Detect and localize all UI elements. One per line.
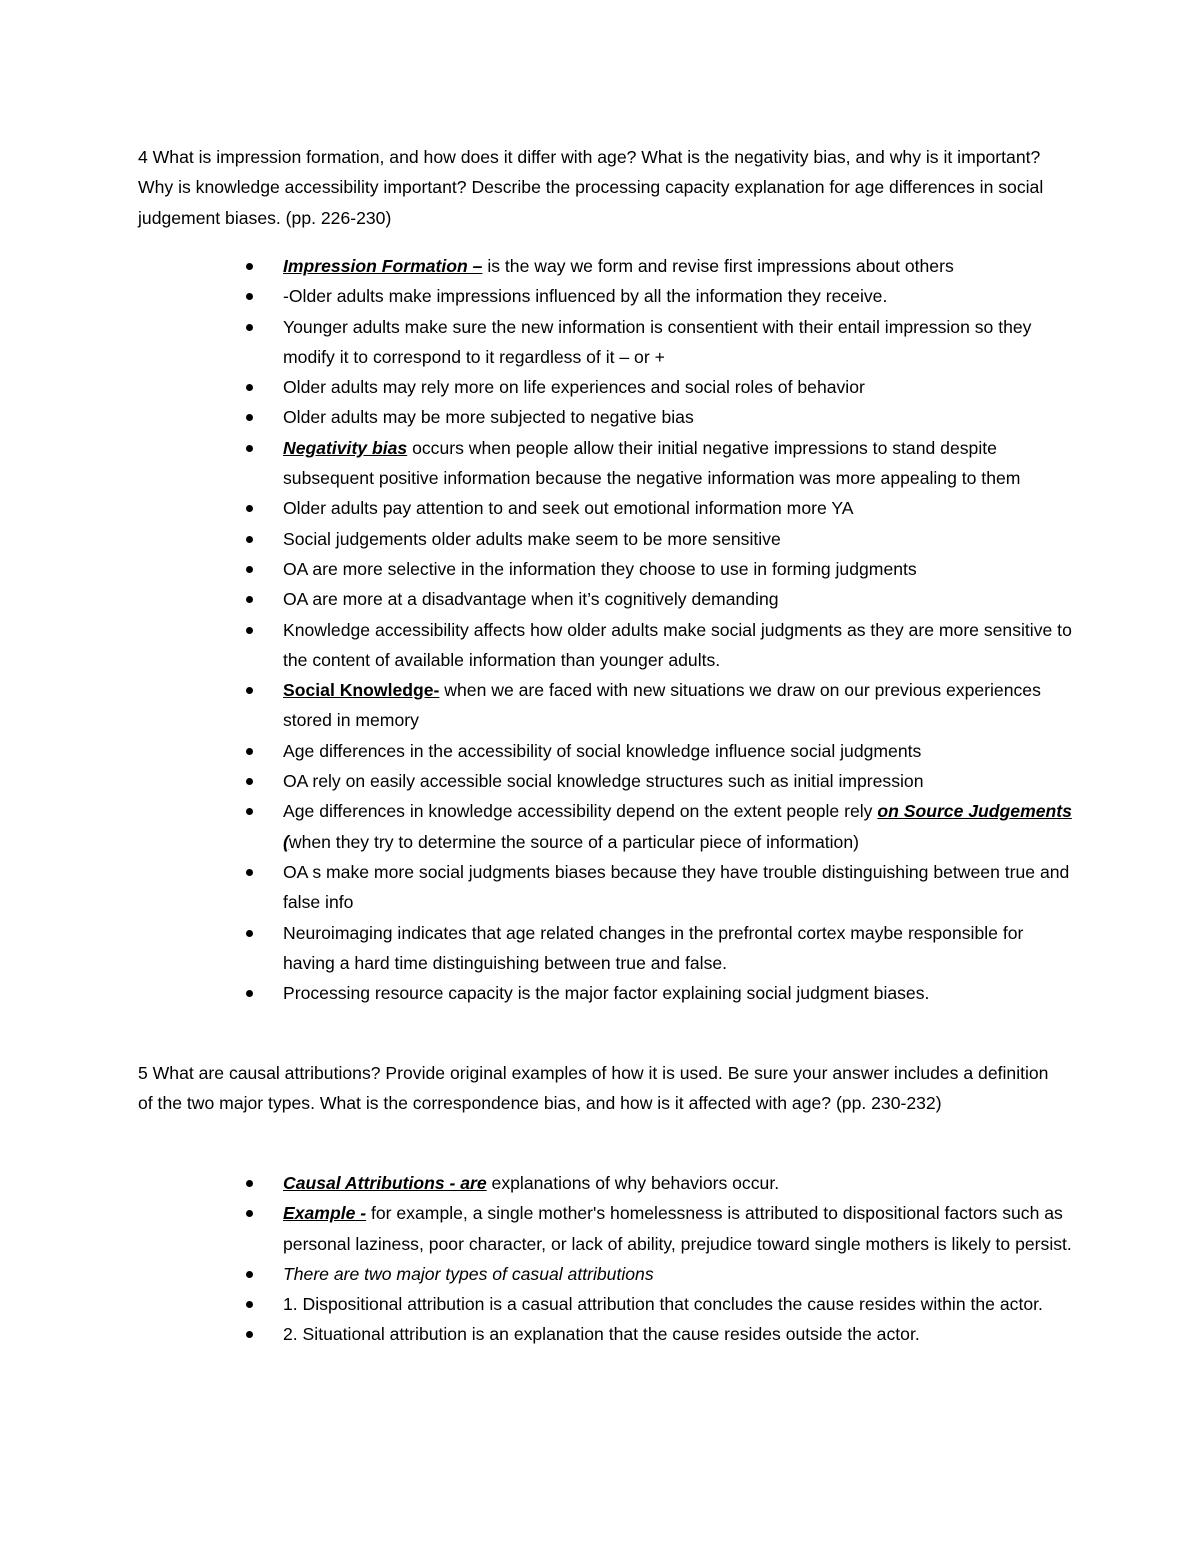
list-item xyxy=(0,1319,1073,1349)
term-label: Social Knowledge- xyxy=(283,680,440,701)
term-label: Negativity bias xyxy=(283,437,408,458)
bullet-icon xyxy=(246,1180,253,1187)
list-item xyxy=(0,402,1073,432)
bullet-icon xyxy=(246,869,253,876)
bullet-icon xyxy=(246,596,253,603)
bullet-icon xyxy=(246,505,253,512)
list-item xyxy=(0,736,1073,766)
list-item xyxy=(0,766,1073,796)
term-label: Example - xyxy=(283,1203,367,1224)
list-item-text: Neuroimaging indicates that age related changes in the prefrontal cortex maybe responsible for having a hard time distinguishing between true and false. xyxy=(283,922,1024,973)
list-item-text: Social judgements older adults make seem to be more sensitive xyxy=(283,528,781,549)
list-item xyxy=(0,281,1073,311)
term-label: Impression Formation – xyxy=(283,256,483,276)
list-item xyxy=(0,1259,1073,1289)
list-item-text: Older adults pay attention to and seek out emotional information more YA xyxy=(283,498,854,519)
list-item-text: OA rely on easily accessible social knowledge structures such as initial impression xyxy=(283,771,924,792)
bullet-icon xyxy=(246,384,253,391)
list-item xyxy=(0,372,1073,402)
question-5-prompt: 5 What are causal attributions? Provide original examples of how it is used. Be sure your answer includes a definition of the two major types. What is the correspondence bias, and how is it affected with age? (pp. 230-232) xyxy=(138,1063,1049,1114)
bullet-icon xyxy=(246,1331,253,1338)
list-item-text: when we are faced with new situations we draw on our previous experiences stored in memory xyxy=(283,680,1041,731)
bullet-icon xyxy=(246,930,253,937)
list-item xyxy=(0,1289,1073,1319)
bullet-icon xyxy=(246,324,253,331)
list-item-text: OA are more at a disadvantage when it’s cognitively demanding xyxy=(283,589,779,610)
list-item xyxy=(0,857,1073,918)
bullet-icon xyxy=(246,990,253,997)
list-item-text: when they try to determine the source of a particular piece of information) xyxy=(288,831,859,852)
list-item xyxy=(0,918,1073,979)
bullet-icon xyxy=(246,445,253,452)
list-item-text: -Older adults make impressions influenced by all the information they receive. xyxy=(283,286,888,307)
bullet-icon xyxy=(246,263,253,270)
bullet-icon xyxy=(246,1271,253,1278)
list-item-text: occurs when people allow their initial negative impressions to stand despite subsequent positive information because the negative information was more appealing to them xyxy=(283,437,1021,489)
list-item-text: OA s make more social judgments biases because they have trouble distinguishing between true and false info xyxy=(283,861,1070,913)
list-item xyxy=(0,584,1073,614)
list-item xyxy=(0,615,1073,676)
list-item-text: 1. Dispositional attribution is a casual attribution that concludes the cause resides within the actor. xyxy=(283,1294,1043,1315)
list-item-text: 2. Situational attribution is an explanation that the cause resides outside the actor. xyxy=(283,1324,920,1345)
list-item xyxy=(0,796,1073,857)
term-label: Causal Attributions - are xyxy=(283,1173,487,1193)
bullet-icon xyxy=(246,1210,253,1217)
bullet-icon xyxy=(246,808,253,815)
list-item-text: Processing resource capacity is the major factor explaining social judgment biases. xyxy=(283,983,930,1004)
list-item-text: Older adults may be more subjected to negative bias xyxy=(283,407,694,428)
list-item xyxy=(0,1198,1073,1259)
list-item xyxy=(0,433,1073,494)
list-item-text: Age differences in the accessibility of social knowledge influence social judgments xyxy=(283,740,922,761)
question-5-answer-list xyxy=(0,1168,1200,1350)
list-item xyxy=(0,554,1073,584)
list-item-text: OA are more selective in the information they choose to use in forming judgments xyxy=(283,558,917,579)
list-item-text: Older adults may rely more on life experiences and social roles of behavior xyxy=(283,377,865,398)
question-4-prompt: 4 What is impression formation, and how does it differ with age? What is the negativity bias, and why is it important? Why is knowledge accessibility important? Describe the processing capacity explanation for age differences in social judgement biases. (pp. 226-230) xyxy=(138,147,1044,228)
list-item xyxy=(0,1168,1073,1198)
bullet-icon xyxy=(246,1301,253,1308)
list-item-text: Knowledge accessibility affects how older adults make social judgments as they are more sensitive to the content of available information than younger adults. xyxy=(283,619,1072,670)
list-item-text: Age differences in knowledge accessibility depend on the extent people rely xyxy=(283,801,878,822)
bullet-icon xyxy=(246,414,253,421)
list-item-text: explanations of why behaviors occur. xyxy=(486,1173,780,1193)
list-item-text: for example, a single mother's homelessness is attributed to dispositional factors such as personal laziness, poor character, or lack of ability, prejudice toward single mothers is likely to persist. xyxy=(283,1203,1072,1254)
list-item xyxy=(0,251,1073,281)
bullet-icon xyxy=(246,778,253,785)
bullet-icon xyxy=(246,748,253,755)
question-4-answer-list xyxy=(0,251,1200,1008)
list-item xyxy=(0,978,1073,1008)
bullet-icon xyxy=(246,566,253,573)
list-item-text: Younger adults make sure the new information is consentient with their entail impression so they modify it to correspond to it regardless of it – or + xyxy=(283,316,1032,367)
bullet-icon xyxy=(246,687,253,694)
list-item-text: There are two major types of casual attributions xyxy=(283,1263,654,1284)
term-label: on Source Judgements ( xyxy=(283,801,1072,852)
list-item xyxy=(0,493,1073,523)
bullet-icon xyxy=(246,536,253,543)
bullet-icon xyxy=(246,627,253,634)
list-item-text: is the way we form and revise first impressions about others xyxy=(482,256,954,276)
bullet-icon xyxy=(246,293,253,300)
list-item xyxy=(0,675,1073,736)
list-item xyxy=(0,312,1073,373)
list-item xyxy=(0,524,1073,554)
